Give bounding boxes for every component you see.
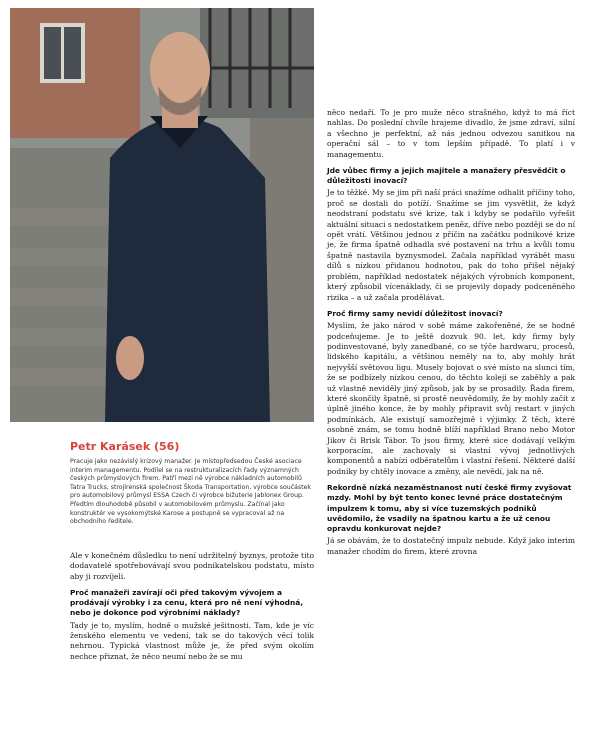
paragraph: Ale v konečném důsledku to není udržitelný byznys, protože tito dodavatelé spotřebovávají svou podnikatelskou podstatu, místo aby ji rozvíjeli. [70, 550, 314, 581]
paragraph: Je to těžké. My se jim při naší práci snažíme odhalit příčiny toho, proč se dostali do potíží. Snažíme se jim vysvětlit, že když neodstraní podstatu své krize, tak i kdyby se podařilo vyřešit aktuální situaci s nedostatkem peněz, dříve nebo později se do ní opět vrátí. Většinou jednou z příčin na začátku podnikové krize je, že firma špatně odhadla své postavení na trhu a kvůli tomu špatně nastavila byznysmodel. Začala například vyrábět masu dílů s nízkou přidanou hodnotou, pak do toho přišel nějaký problém, například nedostatek nějakých výrobních komponent, který způsobil vícenáklady, či se projevily dopady podceněného rizika – a už začala prodělávat. [327, 188, 575, 302]
portrait-photo [10, 8, 314, 422]
left-column [70, 430, 314, 668]
paragraph: Já se obávám, že to dostatečný impulz nebude. Když jako interim manažer chodím do firem, které zrovna [327, 536, 575, 556]
paragraph: Myslím, že jako národ v sobě máme zakořeněné, že se hodně podceňujeme. Je to ještě dozvuk 90. let, kdy firmy byly podinvestované, byly zanedbané, co se týče hardwaru, procesů, lidského kapitálu, a většinou neměly na to, aby mohly hrát nejvyšší světovou ligu. Musely bojovat o své místo na slunci tím, že se podbízely nízkou cenou, do těchto kolejí se zaběhly a pak už vlastně neviděly jiný způsob, jak by se prosadily. Řada firem, které skončily špatně, si prostě neuvědomily, že by mohly začít z úplně jiného konce, že by mohly připravit svůj restart v jiných podmínkách. Ale existují samozřejmě i výjimky. Z těch, které osobně znám, se tomu hodně blíží například Brano nebo Motor Jikov či Brisk Tábor. To jsou firmy, které sice dodávají velkým korporacím, ale zachovaly si vlastní vývoj jednotlivých komponentů a nabízí odběratelům i vlastní řešení. Některé další podniky by chtěly inovace a změny, ale nevědí, jak na ně. [327, 321, 575, 476]
portrait-illustration [10, 8, 314, 422]
interview-question: Rekordně nízká nezaměstnanost nutí české firmy zvyšovat mzdy. Mohl by být tento konec levné práce dostatečným impulzem k tomu, aby si více tuzemských podniků uvědomilo, že vsadily na špatnou kartu a že už cenou opravdu konkurovat nejde? [327, 483, 572, 534]
bio-text: Pracuje jako nezávislý krizový manažer. Je místopředsedou České asociace interim managementu. Podílel se na restrukturalizacích řady významných českých průmyslových firem. Patří mezi ně výrobce nákladních automobilů Tatra Trucks, strojírenská společnost Škoda Transportation, výrobce součástek pro automobilový průmysl ESSA Czech či výrobce bižuterie Jablonex Group. Předtím dlouhodobě působil v automobilovém průmyslu. Začínal jako konstruktér ve vysokomýtské Karose a postupně se vypracoval až na obchodního ředitele. [70, 458, 311, 526]
hands [116, 336, 144, 380]
interview-question: Proč manažeři zavírají oči před takovým vývojem a prodávají výrobky i za cenu, která pro ně není výhodná, nebo je dokonce pod výrobními náklady? [70, 587, 304, 618]
interview-question: Jde vůbec firmy a jejich majitele a manažery přesvědčit o důležitosti inovací? [327, 166, 566, 186]
face [150, 32, 210, 108]
interview-question: Proč firmy samy nevidí důležitost inovací? [327, 308, 503, 318]
paragraph: Tady je to, myslím, hodně o mužské ješitnosti. Tam, kde je víc ženského elementu ve vedení, tak se do takových věcí tolik nehrnou. Typická vlastnost může je, že před svým okolím nechce přiznat, že něco neumí nebo že se mu [70, 620, 314, 661]
bio-name: Petr Karásek (56) [70, 440, 180, 453]
right-column [327, 108, 575, 563]
paragraph: něco nedaří. To je pro muže něco strašného, když to má říct nahlas. Do poslední chvíle hrajeme divadlo, že jsme zdraví, silní a všechno je perfektní, až nás jednou odvezou sanitkou na operační sál – to v tom lepším případě. To platí i v managementu. [327, 108, 575, 159]
